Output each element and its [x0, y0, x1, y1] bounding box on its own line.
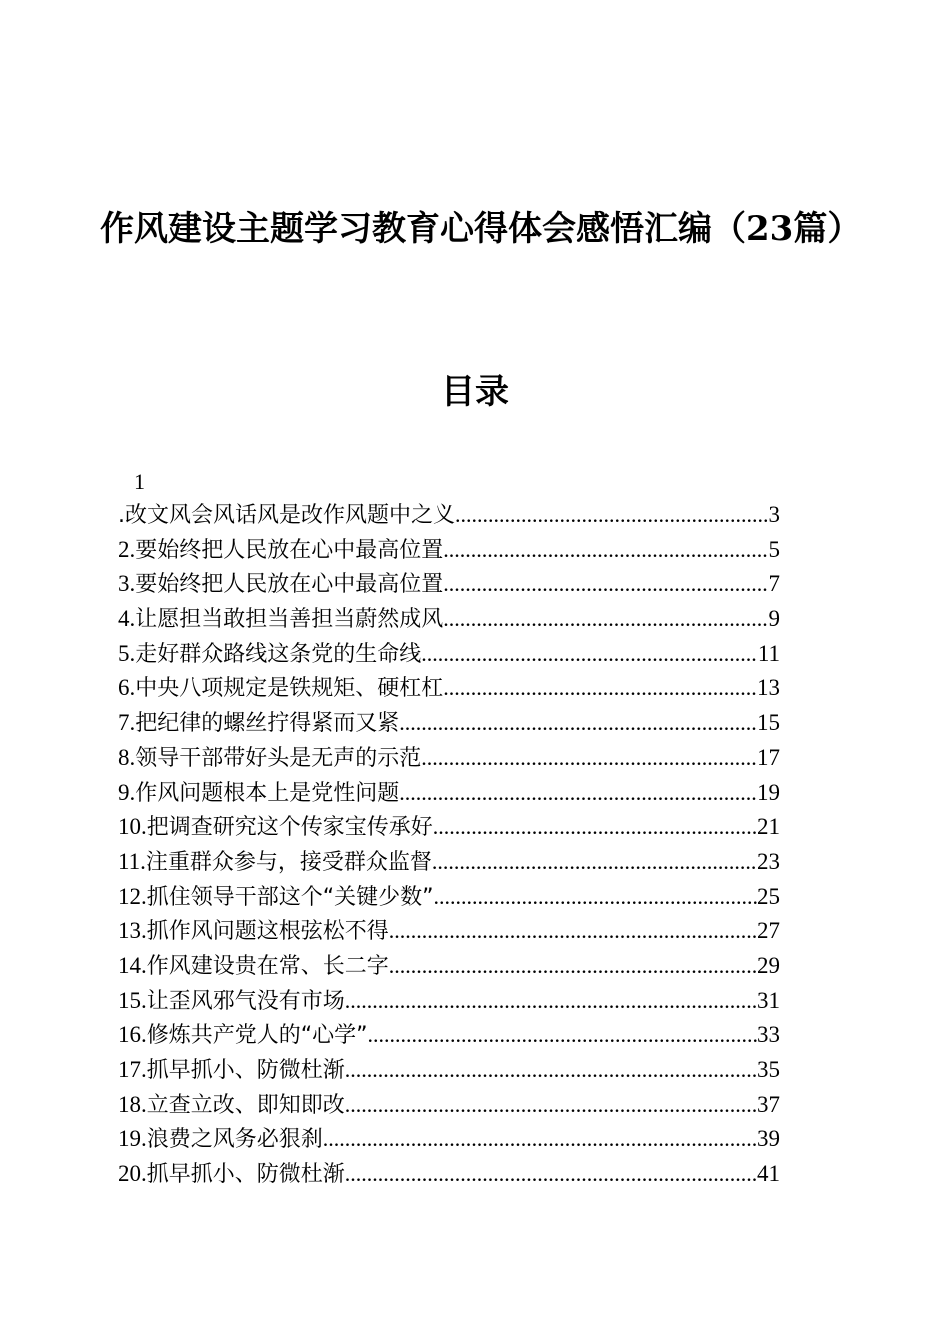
- toc-entry-number: 8.: [118, 744, 136, 770]
- toc-entry-number: 12.: [118, 883, 147, 909]
- toc-entry[interactable]: [118, 1122, 780, 1157]
- toc-dot-leader: [399, 706, 757, 741]
- toc-entry-number: 14.: [118, 952, 147, 978]
- toc-entry-page: 37: [757, 1091, 780, 1117]
- toc-entry[interactable]: [118, 602, 780, 637]
- toc-entry-label: 抓作风问题这根弦松不得: [146, 919, 389, 945]
- toc-entry[interactable]: [118, 567, 780, 602]
- toc-entry-label: 让愿担当敢担当善担当蔚然成风: [135, 607, 444, 633]
- toc-entry-page: 25: [757, 883, 780, 909]
- toc-entry[interactable]: [118, 845, 780, 880]
- toc-entry-label: 浪费之风务必狠刹: [146, 1127, 323, 1153]
- toc-entry-title: [118, 1018, 368, 1054]
- toc-dot-leader: [323, 1122, 757, 1157]
- toc-dot-leader: [421, 741, 757, 776]
- toc-entry-number: 7.: [118, 710, 136, 736]
- toc-entry-title: [118, 671, 443, 707]
- toc-entry[interactable]: [118, 1157, 780, 1192]
- toc-entry-title: [118, 498, 455, 534]
- toc-entry[interactable]: [118, 498, 780, 533]
- toc-dot-leader: [421, 637, 758, 672]
- toc-entry-page: 9: [768, 606, 780, 632]
- toc-entry-title: [118, 637, 421, 673]
- toc-entry-label: 领导干部带好头是无声的示范: [135, 745, 422, 771]
- toc-entry-number: 3.: [118, 571, 136, 597]
- toc-entry-number: 9.: [118, 779, 136, 805]
- toc-entry-label: 让歪风邪气没有市场: [146, 988, 345, 1014]
- table-of-contents: [118, 466, 780, 1192]
- toc-entry-title: [118, 602, 443, 638]
- toc-entry-number: 15.: [118, 987, 147, 1013]
- toc-entry-label: .改文风会风话风是改作风题中之义: [118, 503, 455, 528]
- toc-entry-page: 35: [757, 1057, 780, 1082]
- toc-entry[interactable]: [118, 1088, 780, 1123]
- toc-entry[interactable]: [118, 949, 780, 984]
- toc-entry-label: 抓住领导干部这个“关键少数”: [146, 884, 434, 910]
- toc-list: [118, 498, 780, 1192]
- toc-entry-number: 19.: [118, 1126, 147, 1152]
- toc-entry-number: 10.: [118, 814, 147, 840]
- toc-entry-title: [118, 567, 443, 603]
- toc-heading: 目录: [441, 372, 509, 412]
- toc-entry[interactable]: [118, 1053, 780, 1088]
- toc-dot-leader: [345, 1088, 757, 1123]
- toc-entry-page: 17: [757, 744, 780, 770]
- toc-entry-label: 把纪律的螺丝拧得紧而又紧: [135, 711, 400, 737]
- toc-entry[interactable]: [118, 741, 780, 776]
- toc-entry-title: [118, 949, 389, 985]
- toc-entry-number: 4.: [118, 606, 136, 632]
- toc-entry-page: 41: [757, 1161, 780, 1187]
- toc-entry-page: 33: [757, 1022, 780, 1048]
- toc-entry-page: 13: [757, 675, 780, 701]
- toc-entry-page: 19: [757, 779, 780, 805]
- toc-entry-label: 修炼共产党人的“心学”: [146, 1023, 368, 1049]
- toc-entry-page: 21: [757, 814, 780, 840]
- toc-entry-title: [118, 1157, 345, 1193]
- toc-entry-title: [118, 776, 399, 812]
- toc-entry[interactable]: [118, 671, 780, 706]
- toc-entry-page: 29: [757, 952, 780, 978]
- toc-entry-label: 把调查研究这个传家宝传承好: [146, 815, 433, 841]
- toc-entry-title: [118, 1122, 323, 1158]
- toc-entry-number: 6.: [118, 675, 136, 701]
- toc-first-number: 1: [134, 469, 145, 494]
- toc-entry-page: 3: [768, 502, 780, 527]
- toc-dot-leader: [433, 810, 757, 845]
- toc-dot-leader: [345, 984, 757, 1019]
- toc-entry-title: [118, 533, 443, 569]
- toc-dot-leader: [345, 1053, 757, 1088]
- toc-entry-number: 16.: [118, 1022, 147, 1048]
- toc-entry-label: 要始终把人民放在心中最高位置: [135, 537, 444, 563]
- toc-entry[interactable]: [118, 880, 780, 915]
- toc-dot-leader: [443, 533, 768, 568]
- toc-entry-label: 作风建设贵在常、长二字: [146, 953, 389, 979]
- toc-entry[interactable]: [118, 637, 780, 672]
- toc-entry-page: 31: [757, 987, 780, 1013]
- toc-entry-title: [118, 984, 345, 1020]
- toc-entry-label: 注重群众参与，接受群众监督: [145, 849, 432, 875]
- toc-entry[interactable]: [118, 776, 780, 811]
- toc-entry-title: [118, 914, 389, 950]
- toc-dot-leader: [432, 845, 757, 880]
- toc-entry-page: 7: [768, 571, 780, 597]
- toc-entry[interactable]: [118, 984, 780, 1019]
- toc-entry-number: 11.: [118, 848, 146, 874]
- toc-dot-leader: [434, 880, 757, 915]
- toc-entry[interactable]: [118, 810, 780, 845]
- toc-entry-number: 18.: [118, 1091, 147, 1117]
- document-title: 作风建设主题学习教育心得体会感悟汇编（23篇）: [100, 209, 862, 249]
- toc-entry-label: 作风问题根本上是党性问题: [135, 780, 400, 806]
- toc-entry-title: [118, 706, 399, 742]
- toc-dot-leader: [389, 914, 757, 949]
- toc-entry-label: 抓早抓小、防微杜渐: [146, 1162, 345, 1188]
- toc-entry-page: 27: [757, 918, 780, 944]
- toc-entry-label: 立查立改、即知即改: [146, 1092, 345, 1118]
- toc-entry-page: 11: [757, 640, 780, 666]
- toc-entry[interactable]: [118, 706, 780, 741]
- toc-entry-title: [118, 741, 421, 777]
- toc-entry-number: 17.: [118, 1057, 147, 1082]
- toc-entry-label: 走好群众路线这条党的生命线: [135, 641, 422, 667]
- toc-entry[interactable]: [118, 1018, 780, 1053]
- toc-entry-page: 5: [768, 536, 780, 562]
- toc-entry-number: 2.: [118, 536, 136, 562]
- toc-entry-label: 中央八项规定是铁规矩、硬杠杠: [135, 676, 444, 702]
- toc-dot-leader: [455, 498, 769, 533]
- toc-entry-title: [118, 810, 433, 846]
- toc-entry-title: [118, 880, 434, 916]
- toc-dot-leader: [443, 602, 768, 637]
- toc-entry-number: 13.: [118, 918, 147, 944]
- toc-entry-title: [118, 845, 432, 881]
- toc-dot-leader: [443, 671, 757, 706]
- toc-entry-title: [118, 1088, 345, 1124]
- toc-dot-leader: [368, 1018, 757, 1053]
- toc-dot-leader: [399, 776, 757, 811]
- toc-entry-title: [118, 1053, 345, 1089]
- toc-entry[interactable]: [118, 914, 780, 949]
- toc-dot-leader: [389, 949, 757, 984]
- toc-dot-leader: [443, 567, 768, 602]
- toc-entry-page: 15: [757, 710, 780, 736]
- toc-entry-label: 抓早抓小、防微杜渐: [146, 1058, 345, 1083]
- toc-entry-number: 5.: [118, 640, 136, 666]
- toc-entry-label: 要始终把人民放在心中最高位置: [135, 572, 444, 598]
- toc-entry[interactable]: [118, 533, 780, 568]
- toc-entry-number: 20.: [118, 1161, 147, 1187]
- toc-entry-page: 23: [757, 848, 780, 874]
- toc-entry-page: 39: [757, 1126, 780, 1152]
- toc-dot-leader: [345, 1157, 757, 1192]
